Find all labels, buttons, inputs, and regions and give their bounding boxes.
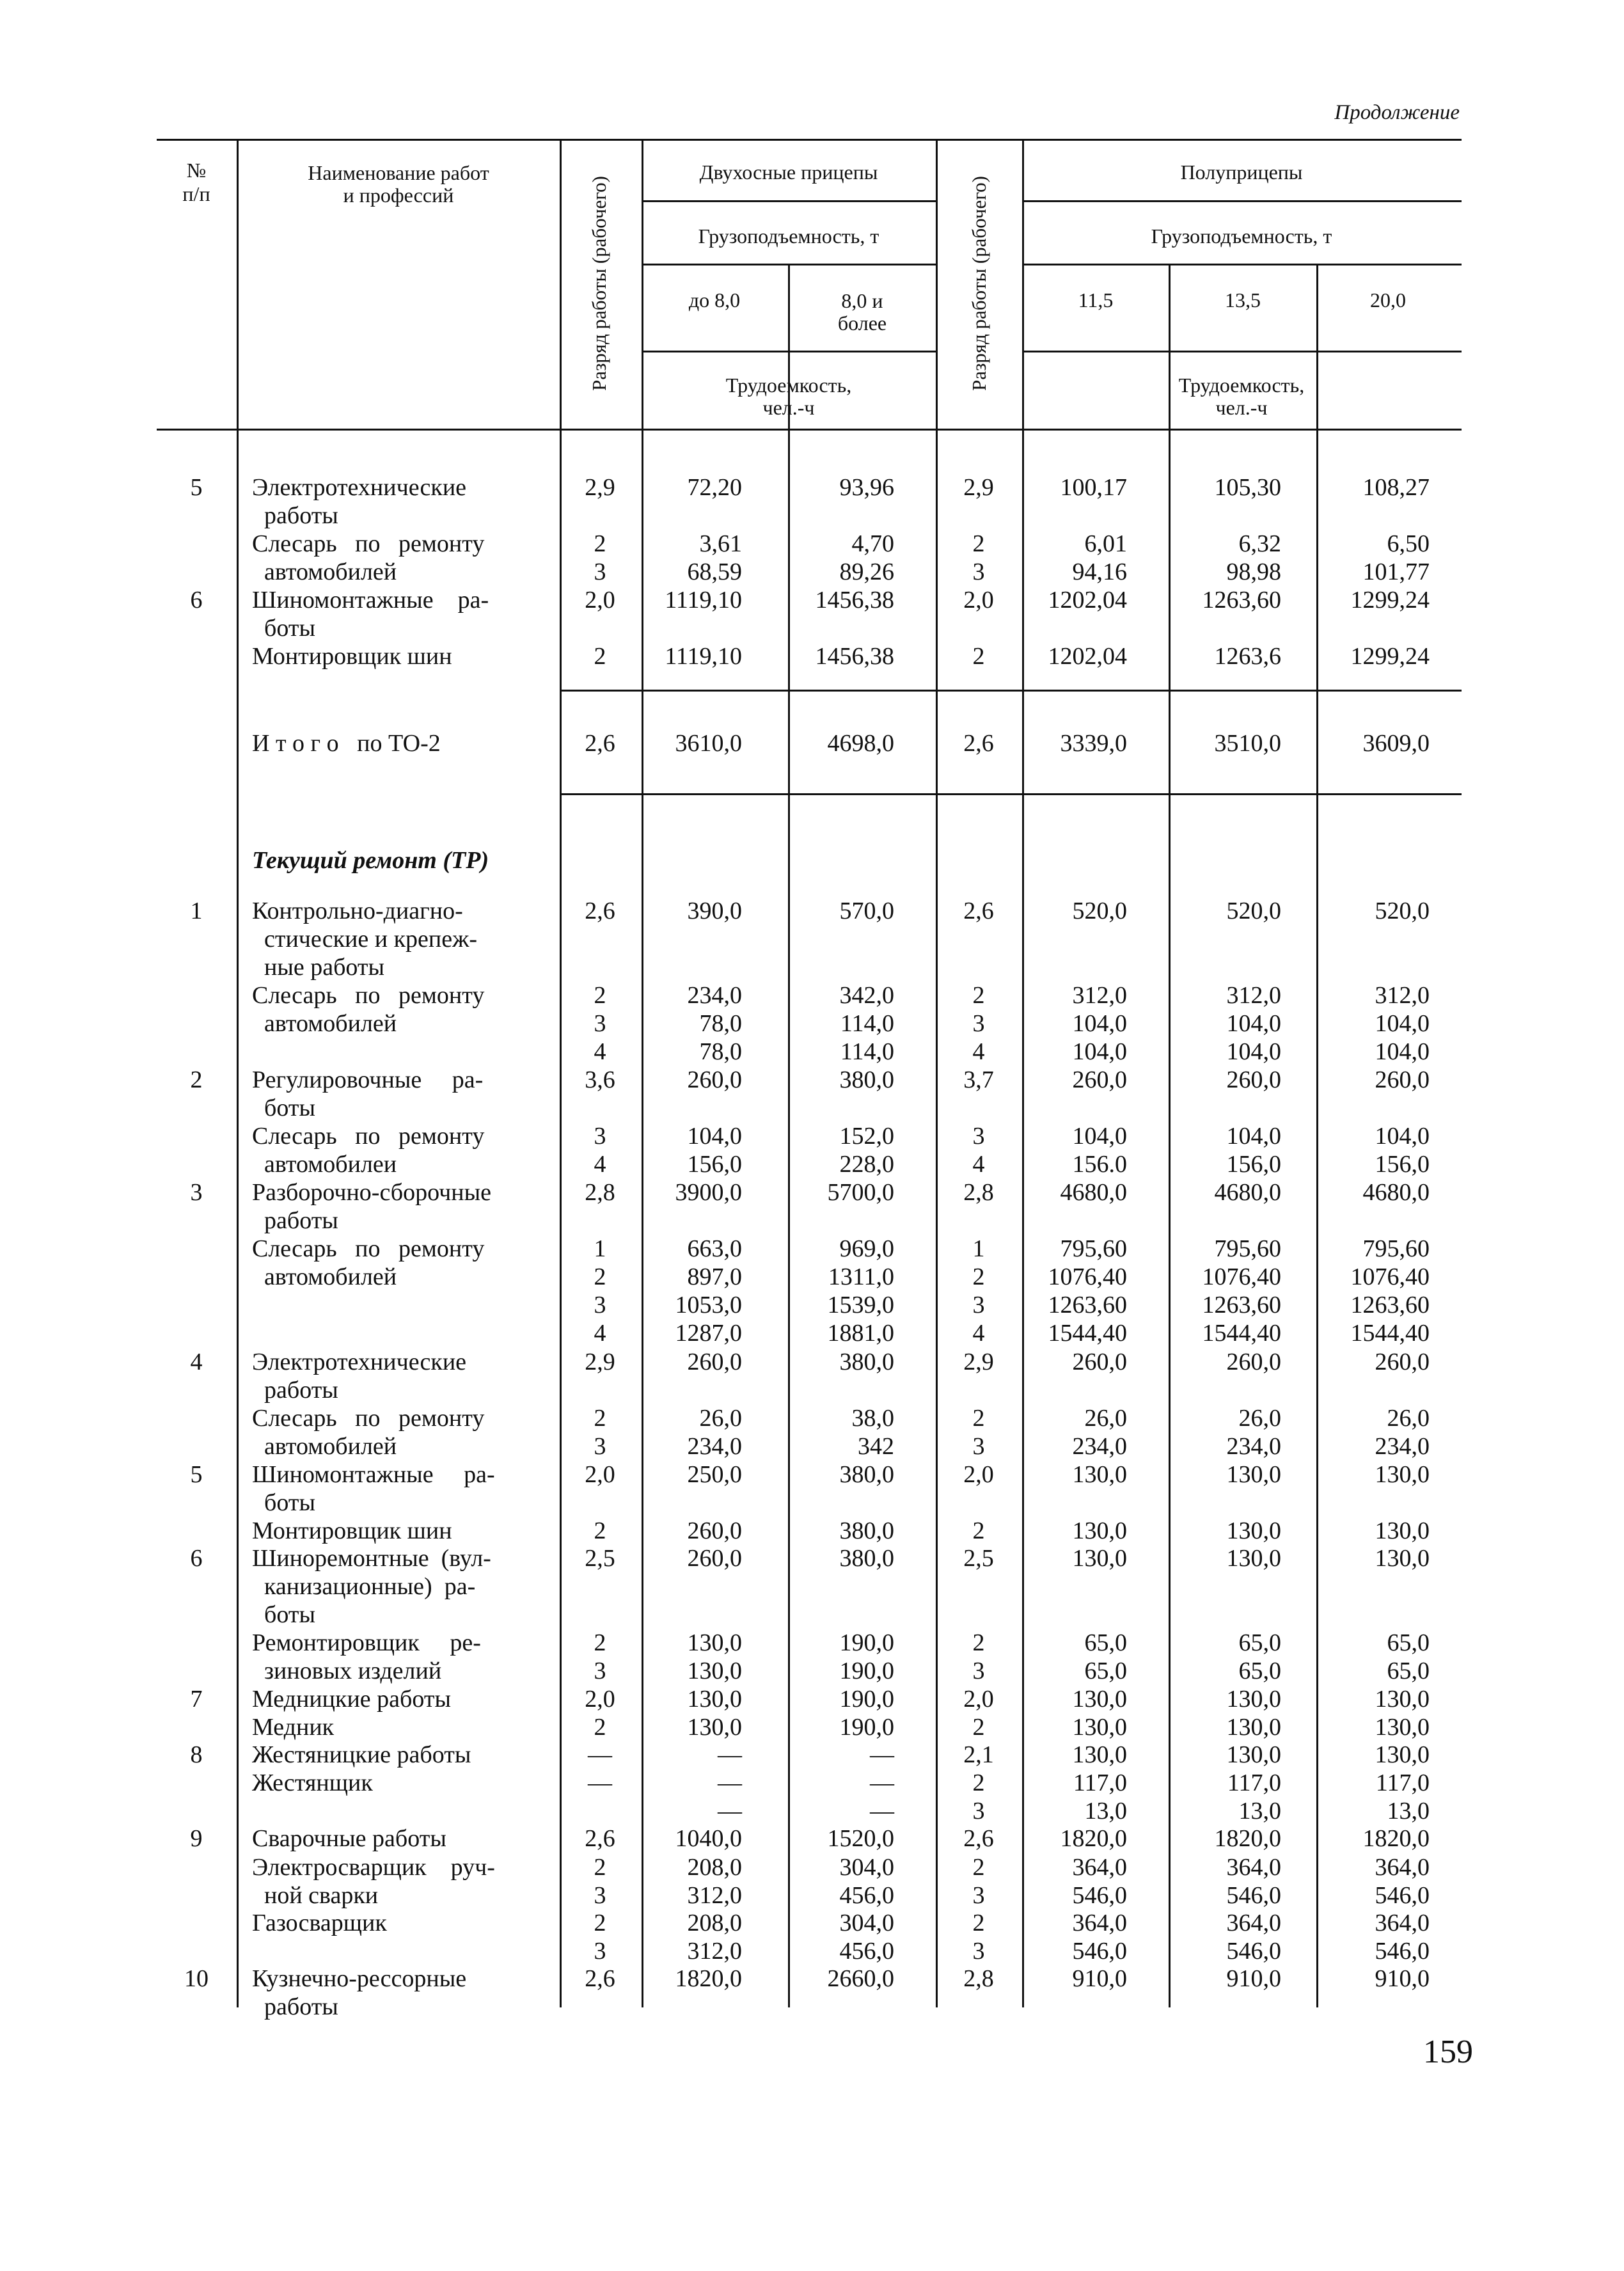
header-rule-sizes-semi	[1022, 264, 1462, 265]
row-26-b: 2660,0	[827, 1965, 894, 1992]
header-capacity-two-axle: Грузоподъемность, т	[698, 225, 879, 248]
row-14-d: 26,0 234,0	[1226, 1405, 1281, 1460]
row-1-c: 100,17	[1060, 474, 1127, 501]
row-7-c: 520,0	[1072, 898, 1127, 924]
col-divider-name	[560, 139, 562, 2007]
row-12-a: 663,0 897,0 1053,0 1287,0	[675, 1235, 742, 1347]
row-11-n: 3	[190, 1179, 203, 1206]
row-21-c: 130,0	[1072, 1741, 1127, 1768]
row-15-a: 250,0	[687, 1461, 742, 1488]
row-10-name: Слесарь по ремонту автомобилеи	[252, 1123, 485, 1178]
row-2-b: 4,70 89,26	[839, 530, 894, 585]
row-7-g2: 2,6	[963, 898, 994, 924]
row-25-e: 364,0 546,0	[1375, 1910, 1430, 1965]
row-3-d: 1263,60	[1202, 587, 1281, 613]
row-8-e: 312,0 104,0 104,0	[1375, 982, 1430, 1065]
row-11-c: 4680,0	[1060, 1179, 1127, 1206]
row-16-b: 380,0	[839, 1517, 894, 1544]
row-23-g1: 2,6	[585, 1825, 615, 1852]
row-13-name: Электротехнические работы	[252, 1349, 467, 1404]
row-18-g1: 2 3	[594, 1629, 606, 1684]
row-26-e: 910,0	[1375, 1965, 1430, 1992]
row-1-g2: 2,9	[963, 474, 994, 501]
row-20-b: 190,0	[839, 1714, 894, 1741]
row-22-c: 117,0 13,0	[1073, 1769, 1127, 1824]
row-15-b: 380,0	[839, 1461, 894, 1488]
row-13-n: 4	[190, 1349, 203, 1375]
row-7-n: 1	[190, 898, 203, 924]
row-16-g1: 2	[594, 1517, 606, 1544]
row-14-name: Слесарь по ремонту автомобилей	[252, 1405, 485, 1460]
row-5-g1: 2,6	[585, 730, 615, 757]
row-5-g2: 2,6	[963, 730, 994, 757]
row-10-d: 104,0 156,0	[1226, 1123, 1281, 1178]
row-25-g1: 2 3	[594, 1910, 606, 1965]
row-12-e: 795,60 1076,40 1263,60 1544,40	[1350, 1235, 1430, 1347]
row-22-g2: 2 3	[972, 1769, 985, 1824]
row-8-b: 342,0 114,0 114,0	[839, 982, 894, 1065]
row-5-d: 3510,0	[1214, 730, 1281, 757]
row-24-c: 364,0 546,0	[1072, 1854, 1127, 1909]
row-23-d: 1820,0	[1214, 1825, 1281, 1852]
row-11-b: 5700,0	[827, 1179, 894, 1206]
row-2-a: 3,61 68,59	[687, 530, 742, 585]
row-20-d: 130,0	[1226, 1714, 1281, 1741]
row-3-b: 1456,38	[815, 587, 894, 613]
row-7-a: 390,0	[687, 898, 742, 924]
row-1-g1: 2,9	[585, 474, 615, 501]
row-8-name: Слесарь по ремонту автомобилей	[252, 982, 485, 1037]
row-16-a: 260,0	[687, 1517, 742, 1544]
row-9-b: 380,0	[839, 1066, 894, 1093]
row-11-e: 4680,0	[1362, 1179, 1430, 1206]
row-17-name: Шиноремонтные (вул- канизационные) ра- боты	[252, 1545, 491, 1628]
row-26-n: 10	[184, 1965, 209, 1992]
row-20-c: 130,0	[1072, 1714, 1127, 1741]
row-12-b: 969,0 1311,0 1539,0 1881,0	[827, 1235, 894, 1347]
row-11-g2: 2,8	[963, 1179, 994, 1206]
row-21-g2: 2,1	[963, 1741, 994, 1768]
row-5-name: И т о г о по ТО-2	[252, 730, 441, 757]
row-10-a: 104,0 156,0	[687, 1123, 742, 1178]
row-18-g2: 2 3	[972, 1629, 985, 1684]
row-8-c: 312,0 104,0 104,0	[1072, 982, 1127, 1065]
row-14-a: 26,0 234,0	[687, 1405, 742, 1460]
row-4-d: 1263,6	[1214, 643, 1281, 670]
header-cap-c: 11,5	[1078, 289, 1114, 312]
row-20-g1: 2	[594, 1714, 606, 1741]
row-10-g1: 3 4	[594, 1123, 606, 1178]
row-19-g1: 2,0	[585, 1686, 615, 1713]
col-divider-grade2	[1022, 139, 1024, 2007]
row-20-a: 130,0	[687, 1714, 742, 1741]
row-1-name: Электротехнические работы	[252, 474, 467, 529]
row-22-b: — —	[870, 1769, 894, 1824]
row-9-g1: 3,6	[585, 1066, 615, 1093]
col-divider-num	[237, 139, 239, 2007]
row-18-c: 65,0 65,0	[1084, 1629, 1127, 1684]
row-26-name: Кузнечно-рессорные работы	[252, 1965, 467, 2020]
row-10-g2: 3 4	[972, 1123, 985, 1178]
col-divider-grade1	[642, 139, 643, 2007]
row-17-e: 130,0	[1375, 1545, 1430, 1572]
row-1-a: 72,20	[687, 474, 742, 501]
row-1-b: 93,96	[839, 474, 894, 501]
row-9-a: 260,0	[687, 1066, 742, 1093]
header-cap-a: до 8,0	[688, 289, 741, 312]
row-9-g2: 3,7	[963, 1066, 994, 1093]
header-capacity-semi: Грузоподъемность, т	[1151, 225, 1332, 248]
row-4-g1: 2	[594, 643, 606, 670]
row-14-b: 38,0 342	[851, 1405, 894, 1460]
row-22-a: — —	[718, 1769, 742, 1824]
row-8-d: 312,0 104,0 104,0	[1226, 982, 1281, 1065]
row-11-g1: 2,8	[585, 1179, 615, 1206]
row-2-g1: 2 3	[594, 530, 606, 585]
row-12-g1: 1 2 3 4	[594, 1235, 606, 1347]
row-17-n: 6	[190, 1545, 203, 1572]
row-18-name: Ремонтировщик ре- зиновых изделий	[252, 1629, 481, 1684]
total-top-rule	[560, 690, 1462, 692]
header-num: № п/п	[182, 159, 210, 205]
row-20-g2: 2	[972, 1714, 985, 1741]
row-25-d: 364,0 546,0	[1226, 1910, 1281, 1965]
row-11-name: Разборочно-сборочные работы	[252, 1179, 491, 1234]
row-4-e: 1299,24	[1350, 643, 1430, 670]
row-12-g2: 1 2 3 4	[972, 1235, 985, 1347]
row-1-e: 108,27	[1362, 474, 1430, 501]
row-3-g1: 2,0	[585, 587, 615, 613]
header-name: Наименование работ и профессий	[308, 161, 489, 207]
row-18-e: 65,0 65,0	[1387, 1629, 1430, 1684]
row-14-g1: 2 3	[594, 1405, 606, 1460]
row-16-e: 130,0	[1375, 1517, 1430, 1544]
row-25-g2: 2 3	[972, 1910, 985, 1965]
row-9-name: Регулировочные ра- боты	[252, 1066, 484, 1121]
header-rule-capacity-semi	[1022, 200, 1462, 202]
row-24-a: 208,0 312,0	[687, 1854, 742, 1909]
row-16-d: 130,0	[1226, 1517, 1281, 1544]
row-15-e: 130,0	[1375, 1461, 1430, 1488]
row-17-c: 130,0	[1072, 1545, 1127, 1572]
row-19-b: 190,0	[839, 1686, 894, 1713]
total-bottom-rule	[560, 793, 1462, 795]
row-15-g2: 2,0	[963, 1461, 994, 1488]
row-26-a: 1820,0	[675, 1965, 742, 1992]
row-21-name: Жестяницкие работы	[252, 1741, 471, 1768]
row-6-name: Текущий ремонт (ТР)	[252, 847, 489, 874]
header-two-axle: Двухосные прицепы	[699, 161, 878, 184]
row-19-a: 130,0	[687, 1686, 742, 1713]
row-26-d: 910,0	[1226, 1965, 1281, 1992]
header-grade-1: Разряд работы (рабочего)	[588, 176, 610, 391]
row-17-g2: 2,5	[963, 1545, 994, 1572]
row-21-n: 8	[190, 1741, 203, 1768]
header-labor-semi: Трудоемкость, чел.-ч	[1178, 374, 1305, 420]
row-14-c: 26,0 234,0	[1072, 1405, 1127, 1460]
row-22-name: Жестянщик	[252, 1769, 373, 1796]
row-21-g1: —	[588, 1741, 612, 1768]
header-semi: Полуприцепы	[1180, 161, 1303, 184]
row-5-e: 3609,0	[1362, 730, 1430, 757]
row-18-b: 190,0 190,0	[839, 1629, 894, 1684]
row-19-g2: 2,0	[963, 1686, 994, 1713]
table-top-rule	[157, 139, 1462, 141]
row-5-c: 3339,0	[1060, 730, 1127, 757]
header-grade-2: Разряд работы (рабочего)	[968, 176, 990, 391]
row-22-d: 117,0 13,0	[1227, 1769, 1281, 1824]
row-4-name: Монтировщик шин	[252, 643, 452, 670]
row-9-e: 260,0	[1375, 1066, 1430, 1093]
header-cap-d: 13,5	[1225, 289, 1261, 312]
row-9-d: 260,0	[1226, 1066, 1281, 1093]
col-divider-cap-d	[1316, 264, 1318, 2007]
row-24-g2: 2 3	[972, 1854, 985, 1909]
row-3-name: Шиномонтажные ра- боты	[252, 587, 489, 642]
row-3-c: 1202,04	[1048, 587, 1127, 613]
row-17-g1: 2,5	[585, 1545, 615, 1572]
row-10-c: 104,0 156.0	[1072, 1123, 1127, 1178]
row-15-c: 130,0	[1072, 1461, 1127, 1488]
row-19-e: 130,0	[1375, 1686, 1430, 1713]
continuation-label: Продолжение	[1334, 101, 1460, 124]
row-24-d: 364,0 546,0	[1226, 1854, 1281, 1909]
row-5-a: 3610,0	[675, 730, 742, 757]
header-rule-capacity	[642, 200, 936, 202]
row-25-c: 364,0 546,0	[1072, 1910, 1127, 1965]
row-8-g2: 2 3 4	[972, 982, 985, 1065]
row-15-name: Шиномонтажные ра- боты	[252, 1461, 495, 1516]
row-17-a: 260,0	[687, 1545, 742, 1572]
row-15-g1: 2,0	[585, 1461, 615, 1488]
row-18-a: 130,0 130,0	[687, 1629, 742, 1684]
row-13-e: 260,0	[1375, 1349, 1430, 1375]
row-21-a: —	[718, 1741, 742, 1768]
row-19-name: Медницкие работы	[252, 1686, 451, 1713]
row-8-a: 234,0 78,0 78,0	[687, 982, 742, 1065]
row-1-n: 5	[190, 474, 203, 501]
row-24-g1: 2 3	[594, 1854, 606, 1909]
row-14-e: 26,0 234,0	[1375, 1405, 1430, 1460]
row-7-e: 520,0	[1375, 898, 1430, 924]
row-18-d: 65,0 65,0	[1238, 1629, 1281, 1684]
row-5-b: 4698,0	[827, 730, 894, 757]
row-16-g2: 2	[972, 1517, 985, 1544]
header-bottom-rule	[157, 429, 1462, 431]
row-3-g2: 2,0	[963, 587, 994, 613]
row-12-c: 795,60 1076,40 1263,60 1544,40	[1048, 1235, 1127, 1347]
row-26-c: 910,0	[1072, 1965, 1127, 1992]
row-23-g2: 2,6	[963, 1825, 994, 1852]
page-number: 159	[1423, 2034, 1473, 2070]
row-23-c: 1820,0	[1060, 1825, 1127, 1852]
row-3-a: 1119,10	[665, 587, 742, 613]
header-cap-b: 8,0 и более	[837, 289, 887, 335]
row-2-d: 6,32 98,98	[1226, 530, 1281, 585]
row-10-b: 152,0 228,0	[839, 1123, 894, 1178]
row-23-name: Сварочные работы	[252, 1825, 446, 1852]
row-4-g2: 2	[972, 643, 985, 670]
row-17-d: 130,0	[1226, 1545, 1281, 1572]
row-19-d: 130,0	[1226, 1686, 1281, 1713]
row-8-g1: 2 3 4	[594, 982, 606, 1065]
row-2-name: Слесарь по ремонту автомобилей	[252, 530, 485, 585]
row-13-g1: 2,9	[585, 1349, 615, 1375]
row-4-b: 1456,38	[815, 643, 894, 670]
row-10-e: 104,0 156,0	[1375, 1123, 1430, 1178]
row-13-a: 260,0	[687, 1349, 742, 1375]
row-2-c: 6,01 94,16	[1072, 530, 1127, 585]
row-4-a: 1119,10	[665, 643, 742, 670]
row-22-e: 117,0 13,0	[1375, 1769, 1430, 1824]
row-4-c: 1202,04	[1048, 643, 1127, 670]
row-13-c: 260,0	[1072, 1349, 1127, 1375]
header-cap-e: 20,0	[1370, 289, 1406, 312]
row-12-d: 795,60 1076,40 1263,60 1544,40	[1202, 1235, 1281, 1347]
row-9-c: 260,0	[1072, 1066, 1127, 1093]
header-labor-two-axle: Трудоемкость, чел.-ч	[725, 374, 852, 420]
row-15-n: 5	[190, 1461, 203, 1488]
row-25-a: 208,0 312,0	[687, 1910, 742, 1965]
row-20-e: 130,0	[1375, 1714, 1430, 1741]
row-19-n: 7	[190, 1686, 203, 1713]
row-11-a: 3900,0	[675, 1179, 742, 1206]
row-9-n: 2	[190, 1066, 203, 1093]
row-23-a: 1040,0	[675, 1825, 742, 1852]
row-22-g1: —	[588, 1769, 612, 1796]
row-15-d: 130,0	[1226, 1461, 1281, 1488]
row-24-e: 364,0 546,0	[1375, 1854, 1430, 1909]
row-7-d: 520,0	[1226, 898, 1281, 924]
row-23-b: 1520,0	[827, 1825, 894, 1852]
row-21-d: 130,0	[1226, 1741, 1281, 1768]
row-7-name: Контрольно-диагно- стические и крепеж- ные работы	[252, 898, 478, 981]
row-2-g2: 2 3	[972, 530, 985, 585]
row-11-d: 4680,0	[1214, 1179, 1281, 1206]
row-20-name: Медник	[252, 1714, 335, 1741]
row-24-name: Электросварщик руч- ной сварки	[252, 1854, 495, 1909]
row-2-e: 6,50 101,77	[1362, 530, 1430, 585]
row-21-e: 130,0	[1375, 1741, 1430, 1768]
row-1-d: 105,30	[1214, 474, 1281, 501]
row-3-n: 6	[190, 587, 203, 613]
row-7-g1: 2,6	[585, 898, 615, 924]
row-13-d: 260,0	[1226, 1349, 1281, 1375]
row-13-g2: 2,9	[963, 1349, 994, 1375]
row-12-name: Слесарь по ремонту автомобилей	[252, 1235, 485, 1290]
row-23-n: 9	[190, 1825, 203, 1852]
row-16-c: 130,0	[1072, 1517, 1127, 1544]
row-3-e: 1299,24	[1350, 587, 1430, 613]
row-7-b: 570,0	[839, 898, 894, 924]
row-23-e: 1820,0	[1362, 1825, 1430, 1852]
row-13-b: 380,0	[839, 1349, 894, 1375]
row-19-c: 130,0	[1072, 1686, 1127, 1713]
col-divider-cap-c	[1169, 264, 1171, 2007]
col-divider-cap-a	[788, 264, 790, 2007]
row-25-b: 304,0 456,0	[839, 1910, 894, 1965]
row-26-g2: 2,8	[963, 1965, 994, 1992]
row-21-b: —	[870, 1741, 894, 1768]
header-rule-labor-semi	[1022, 351, 1462, 352]
row-25-name: Газосварщик	[252, 1910, 387, 1936]
row-14-g2: 2 3	[972, 1405, 985, 1460]
row-17-b: 380,0	[839, 1545, 894, 1572]
col-divider-two-axle	[936, 139, 938, 2007]
row-16-name: Монтировщик шин	[252, 1517, 452, 1544]
row-24-b: 304,0 456,0	[839, 1854, 894, 1909]
row-26-g1: 2,6	[585, 1965, 615, 1992]
